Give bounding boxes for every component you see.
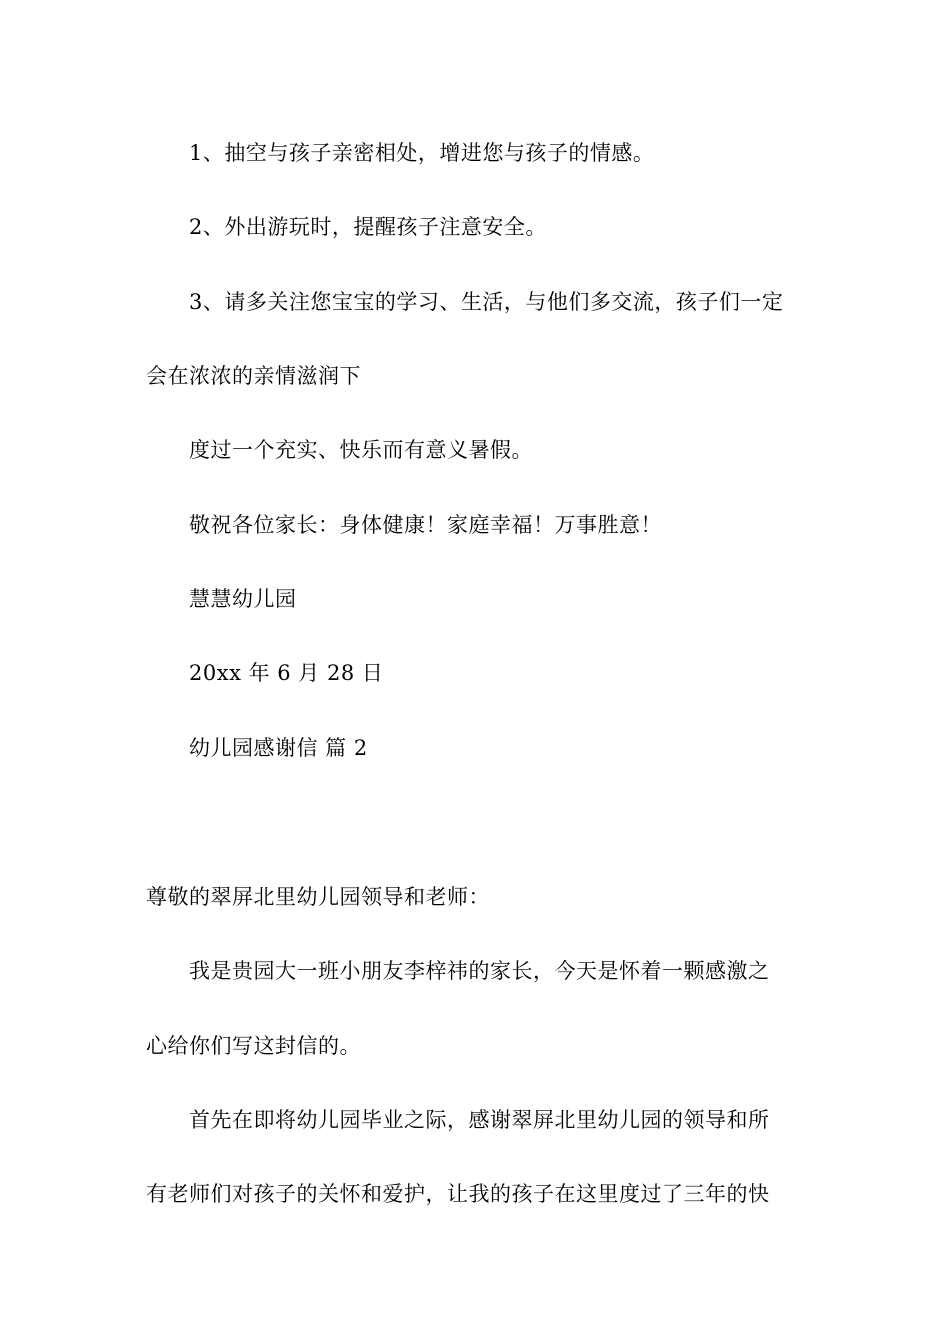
paragraph-intro-continued: 心给你们写这封信的。 <box>146 1034 361 1058</box>
paragraph-tip-3-end: 度过一个充实、快乐而有意义暑假。 <box>189 438 533 462</box>
closing-wishes: 敬祝各位家长：身体健康！家庭幸福！万事胜意！ <box>189 513 662 537</box>
paragraph-tip-1: 1、抽空与孩子亲密相处，增进您与孩子的情感。 <box>189 141 655 165</box>
paragraph-tip-3-continued: 会在浓浓的亲情滋润下 <box>146 364 361 388</box>
paragraph-tip-2: 2、外出游玩时，提醒孩子注意安全。 <box>189 215 547 239</box>
signature-organization: 慧慧幼儿园 <box>189 587 297 611</box>
signature-date: 20xx 年 6 月 28 日 <box>189 661 384 685</box>
paragraph-thanks: 首先在即将幼儿园毕业之际，感谢翠屏北里幼儿园的领导和所 <box>189 1108 770 1132</box>
paragraph-tip-3: 3、请多关注您宝宝的学习、生活，与他们多交流，孩子们一定 <box>189 290 784 314</box>
salutation: 尊敬的翠屏北里幼儿园领导和老师： <box>146 885 490 909</box>
section-heading: 幼儿园感谢信 篇 2 <box>189 736 368 760</box>
paragraph-intro: 我是贵园大一班小朋友李梓祎的家长，今天是怀着一颗感激之 <box>189 959 770 983</box>
paragraph-thanks-continued: 有老师们对孩子的关怀和爱护，让我的孩子在这里度过了三年的快 <box>146 1182 770 1206</box>
